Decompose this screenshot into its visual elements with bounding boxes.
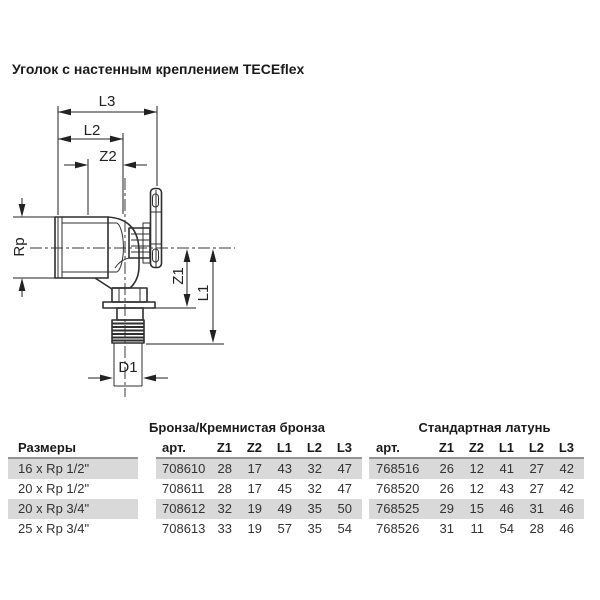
cell-art: 708612 xyxy=(162,501,206,516)
cell-art: 768525 xyxy=(376,501,420,516)
column-header-z2: Z2 xyxy=(246,440,262,455)
cell-l3: 42 xyxy=(559,481,574,496)
column-header-sizes: Размеры xyxy=(8,438,138,459)
cell-l2: 27 xyxy=(529,481,544,496)
column-header-z2: Z2 xyxy=(468,440,484,455)
dimensions-table xyxy=(8,417,592,539)
cell-l2: 28 xyxy=(529,521,544,536)
cell-l2: 35 xyxy=(307,501,322,516)
cell-l2: 32 xyxy=(307,461,322,476)
column-header-z1: Z1 xyxy=(438,440,454,455)
cells-brass xyxy=(369,459,584,479)
cell-l3: 46 xyxy=(559,501,574,516)
cells-brass xyxy=(369,499,584,519)
cell-z1: 26 xyxy=(439,481,454,496)
column-header-art: арт. xyxy=(162,440,186,455)
cell-z1: 28 xyxy=(217,481,232,496)
technical-drawing xyxy=(0,85,280,405)
table-column-header-row xyxy=(8,438,592,459)
column-header-l3: L3 xyxy=(336,440,352,455)
cell-l2: 32 xyxy=(307,481,322,496)
page-title: Уголок с настенным креплением TECEflex xyxy=(12,61,305,77)
cells-bronze xyxy=(156,459,362,479)
cell-l3: 47 xyxy=(337,461,352,476)
table-group-header-row xyxy=(8,417,592,438)
cell-l1: 57 xyxy=(277,521,292,536)
column-header-l2: L2 xyxy=(528,440,544,455)
column-header-l1: L1 xyxy=(498,440,514,455)
dim-label-l2: L2 xyxy=(83,122,101,139)
cell-l2: 35 xyxy=(307,521,322,536)
cell-z1: 28 xyxy=(217,461,232,476)
dim-label-z2: Z2 xyxy=(99,148,117,165)
dim-label-l3: L3 xyxy=(98,93,116,110)
cell-z1: 26 xyxy=(439,461,454,476)
table-row xyxy=(8,519,592,539)
cell-z2: 15 xyxy=(469,501,484,516)
cell-size: 16 x Rp 1/2" xyxy=(8,459,138,479)
cell-z2: 17 xyxy=(247,461,262,476)
cell-size: 25 x Rp 3/4" xyxy=(18,521,90,536)
cell-z2: 19 xyxy=(247,521,262,536)
cells-brass xyxy=(369,519,584,539)
cell-z1: 29 xyxy=(439,501,454,516)
cell-art: 768526 xyxy=(376,521,420,536)
cell-art: 708610 xyxy=(162,461,206,476)
cell-size: 20 x Rp 1/2" xyxy=(18,481,90,496)
cell-l3: 50 xyxy=(337,501,352,516)
cell-z1: 31 xyxy=(439,521,454,536)
cell-l1: 43 xyxy=(277,461,292,476)
cell-l3: 47 xyxy=(337,481,352,496)
cell-z2: 17 xyxy=(247,481,262,496)
cell-z1: 33 xyxy=(217,521,232,536)
cell-l3: 54 xyxy=(337,521,352,536)
dim-label-d1: D1 xyxy=(118,359,138,376)
fitting-outline xyxy=(55,189,162,387)
group-header-brass: Стандартная латунь xyxy=(418,420,551,435)
column-header-l3: L3 xyxy=(558,440,574,455)
table-row xyxy=(8,459,592,479)
column-headers-bronze xyxy=(156,438,362,459)
dim-label-l1: L1 xyxy=(195,284,212,302)
cells-brass xyxy=(369,479,584,499)
cell-z1: 32 xyxy=(217,501,232,516)
cells-bronze xyxy=(156,519,362,539)
cell-l1: 54 xyxy=(499,521,514,536)
cell-art: 768516 xyxy=(376,461,420,476)
cell-l1: 46 xyxy=(499,501,514,516)
dim-label-rp: Rp xyxy=(11,237,28,257)
table-row xyxy=(8,499,592,519)
cell-art: 708613 xyxy=(162,521,206,536)
cell-l1: 49 xyxy=(277,501,292,516)
cell-art: 708611 xyxy=(162,481,205,496)
cell-z2: 12 xyxy=(469,481,484,496)
group-header-bronze: Бронза/Кремнистая бронза xyxy=(149,420,325,435)
cells-bronze xyxy=(156,479,362,499)
cell-z2: 12 xyxy=(469,461,484,476)
cell-art: 768520 xyxy=(376,481,420,496)
cell-l1: 43 xyxy=(499,481,514,496)
column-header-l1: L1 xyxy=(276,440,292,455)
cell-l1: 41 xyxy=(499,461,514,476)
cell-l3: 46 xyxy=(559,521,574,536)
cell-l3: 42 xyxy=(559,461,574,476)
table-row xyxy=(8,479,592,499)
cell-z2: 19 xyxy=(247,501,262,516)
cells-bronze xyxy=(156,499,362,519)
cell-l2: 27 xyxy=(529,461,544,476)
cell-l1: 45 xyxy=(277,481,292,496)
dim-label-z1: Z1 xyxy=(170,267,187,285)
cell-size: 20 x Rp 3/4" xyxy=(8,499,138,519)
column-headers-brass xyxy=(369,438,584,459)
cell-l2: 31 xyxy=(529,501,544,516)
column-header-z1: Z1 xyxy=(216,440,232,455)
cell-z2: 11 xyxy=(470,521,484,536)
column-header-l2: L2 xyxy=(306,440,322,455)
column-header-art: арт. xyxy=(376,440,400,455)
